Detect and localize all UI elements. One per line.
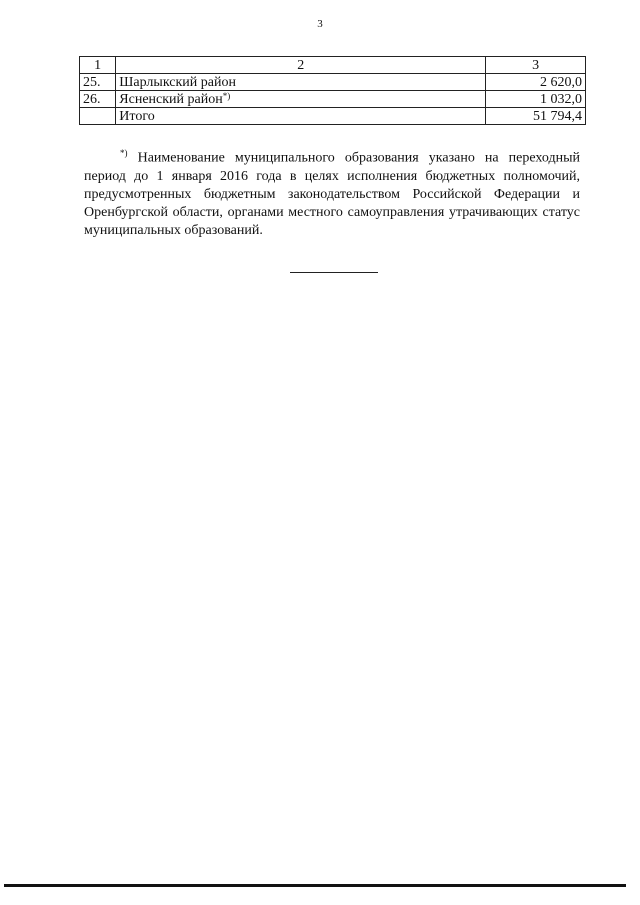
page-bottom-rule: [4, 884, 626, 887]
district-name: [116, 91, 486, 108]
table-row: [80, 74, 586, 91]
total-label-text: Итого: [119, 108, 155, 124]
footnote: [84, 144, 580, 240]
amount-value: 1 032,0: [486, 91, 586, 108]
amount-value: 2 620,0: [486, 74, 586, 91]
separator-line: [290, 272, 378, 273]
table-row: [80, 91, 586, 108]
row-number: 26.: [80, 91, 116, 108]
budget-table: [79, 56, 586, 125]
header-cell: 3: [486, 57, 586, 74]
page-number: 3: [317, 18, 323, 30]
table-header-row: [80, 57, 586, 74]
row-number: [80, 108, 116, 125]
district-name-text: Ясненский район: [119, 91, 223, 107]
district-name-text: Шарлыкский район: [119, 74, 236, 90]
footnote-mark: *): [120, 148, 128, 158]
total-amount: 51 794,4: [486, 108, 586, 125]
total-label: [116, 108, 486, 125]
footnote-reference: *): [222, 90, 231, 101]
district-name: [116, 74, 486, 91]
total-row: [80, 108, 586, 125]
footnote-text: Наименование муниципального образования указано на переходный период до 1 января 2016 года в целях исполнения бюджетных полномочий, предусмотренных бюджетным законодательством Российской Федерации и Оренбургской области, органами местного самоуправления утрачивающих статус муниципальных образований.: [84, 150, 580, 238]
row-number: 25.: [80, 74, 116, 91]
header-cell: 2: [116, 57, 486, 74]
header-cell: 1: [80, 57, 116, 74]
